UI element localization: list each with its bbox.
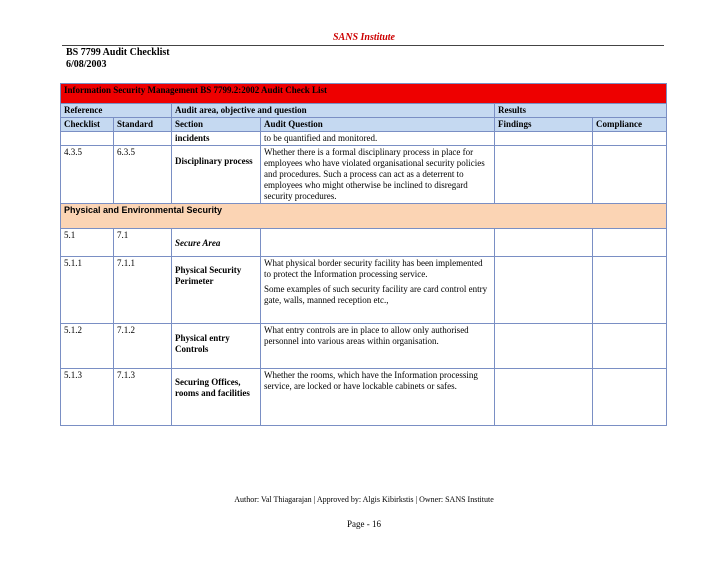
document-name: BS 7799 Audit Checklist xyxy=(66,47,170,58)
page-number: Page - 16 xyxy=(347,519,381,529)
question-paragraph: What physical border security facility has been implemented to protect the Information processing service. xyxy=(264,258,483,279)
compliance-cell xyxy=(593,369,667,426)
footer-credits: Author: Val Thiagarajan | Approved by: Algis Kibirkstis | Owner: SANS Institute xyxy=(234,495,494,504)
checklist-cell: 5.1.1 xyxy=(61,257,114,324)
compliance-cell xyxy=(593,146,667,204)
checklist-cell: 4.3.5 xyxy=(61,146,114,204)
findings-cell xyxy=(495,229,593,257)
findings-cell xyxy=(495,324,593,369)
section-cell: Physical entry Controls xyxy=(172,324,261,369)
findings-cell xyxy=(495,132,593,146)
section-cell: Securing Offices, rooms and facilities xyxy=(172,369,261,426)
reference-header: Reference xyxy=(61,104,172,118)
header-divider xyxy=(62,45,664,46)
checklist-cell: 5.1.2 xyxy=(61,324,114,369)
checklist-header: Checklist xyxy=(61,118,114,132)
question-cell: to be quantified and monitored. xyxy=(261,132,495,146)
document-heading xyxy=(66,47,170,71)
table-title-row xyxy=(61,84,667,104)
standard-cell: 7.1.2 xyxy=(114,324,172,369)
checklist-cell: 5.1 xyxy=(61,229,114,257)
category-title: Physical and Environmental Security xyxy=(61,204,667,229)
audit-question-header: Audit Question xyxy=(261,118,495,132)
audit-checklist-table xyxy=(60,83,667,426)
section-cell: Secure Area xyxy=(172,229,261,257)
question-cell: Whether there is a formal disciplinary process in place for employees who have violated organisational security policies and procedures. Such a process can act as a deterrent to employees who might otherwise be inclined to disregard security procedures. xyxy=(261,146,495,204)
table-row xyxy=(61,369,667,426)
table-title: Information Security Management BS 7799.2:2002 Audit Check List xyxy=(61,84,667,104)
compliance-header: Compliance xyxy=(593,118,667,132)
compliance-cell xyxy=(593,324,667,369)
section-header: Section xyxy=(172,118,261,132)
group-header-row xyxy=(61,104,667,118)
section-cell: Disciplinary process xyxy=(172,146,261,204)
standard-cell: 7.1.1 xyxy=(114,257,172,324)
findings-cell xyxy=(495,146,593,204)
question-cell: What entry controls are in place to allow only authorised personnel into various areas within organisation. xyxy=(261,324,495,369)
table-row xyxy=(61,132,667,146)
section-cell: Physical Security Perimeter xyxy=(172,257,261,324)
category-row xyxy=(61,204,667,229)
column-header-row xyxy=(61,118,667,132)
standard-cell: 7.1.3 xyxy=(114,369,172,426)
findings-header: Findings xyxy=(495,118,593,132)
standard-cell: 6.3.5 xyxy=(114,146,172,204)
compliance-cell xyxy=(593,257,667,324)
table-row xyxy=(61,146,667,204)
question-cell xyxy=(261,257,495,324)
standard-cell: 7.1 xyxy=(114,229,172,257)
checklist-cell: 5.1.3 xyxy=(61,369,114,426)
findings-cell xyxy=(495,369,593,426)
question-cell: Whether the rooms, which have the Information processing service, are locked or have lockable cabinets or safes. xyxy=(261,369,495,426)
question-paragraph: Some examples of such security facility are card control entry gate, walls, manned reception etc., xyxy=(264,284,488,305)
audit-area-header: Audit area, objective and question xyxy=(172,104,495,118)
document-date: 6/08/2003 xyxy=(66,59,107,70)
table-row xyxy=(61,229,667,257)
header-org: SANS Institute xyxy=(333,32,395,43)
findings-cell xyxy=(495,257,593,324)
table-row xyxy=(61,324,667,369)
table-row xyxy=(61,257,667,324)
compliance-cell xyxy=(593,132,667,146)
results-header: Results xyxy=(495,104,667,118)
standard-header: Standard xyxy=(114,118,172,132)
compliance-cell xyxy=(593,229,667,257)
section-cell: incidents xyxy=(172,132,261,146)
